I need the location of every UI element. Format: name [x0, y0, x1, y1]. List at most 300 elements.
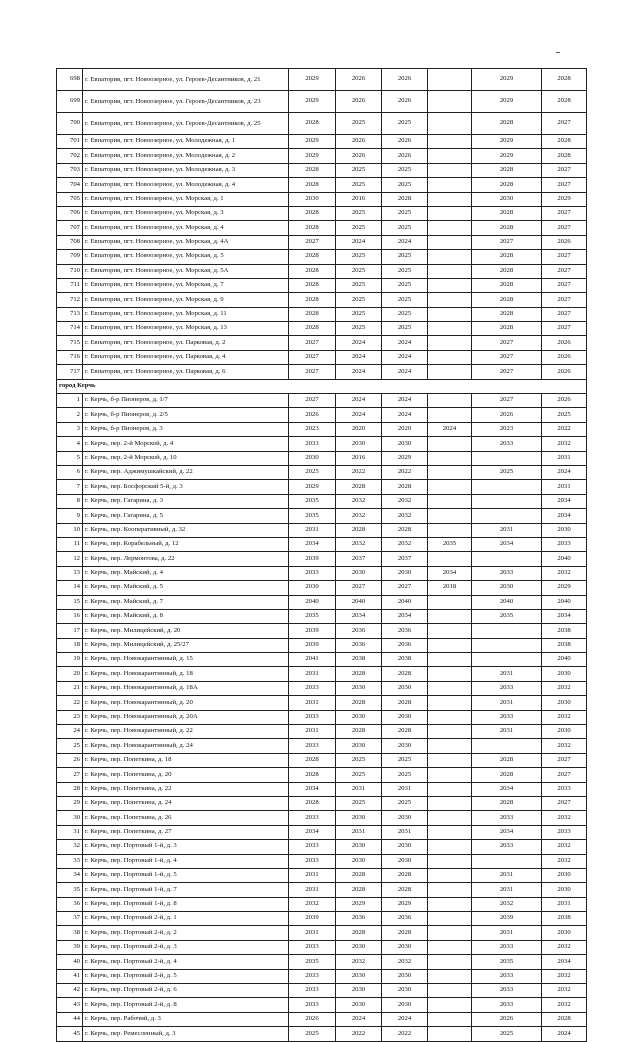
year-col-1: 2033 — [289, 811, 336, 825]
year-col-1: 2030 — [289, 581, 336, 595]
address-cell: г. Керчь, пер. Портовый 2-й, д. 1 — [83, 912, 289, 926]
row-number: 30 — [57, 811, 83, 825]
row-number: 43 — [57, 998, 83, 1012]
year-col-6: 2027 — [542, 753, 587, 767]
year-col-1: 2027 — [289, 394, 336, 408]
year-col-4 — [428, 350, 472, 364]
year-col-5: 2031 — [472, 883, 542, 897]
year-col-5 — [472, 638, 542, 652]
year-col-6: 2032 — [542, 840, 587, 854]
year-col-3: 2024 — [382, 1012, 428, 1026]
year-col-1: 2028 — [289, 178, 336, 192]
address-cell: г. Керчь, пер. Попеткина, д. 27 — [83, 825, 289, 839]
address-cell: г. Евпатория, пгт. Новоозерное, ул. Героев-Десантников, д. 23 — [83, 91, 289, 113]
year-col-3: 2024 — [382, 365, 428, 379]
year-col-2: 2024 — [336, 394, 382, 408]
year-col-3: 2030 — [382, 969, 428, 983]
table-row — [57, 1012, 587, 1026]
table-row — [57, 113, 587, 135]
year-col-6: 2030 — [542, 868, 587, 882]
year-col-3: 2030 — [382, 998, 428, 1012]
year-col-6: 2024 — [542, 465, 587, 479]
year-col-6: 2032 — [542, 984, 587, 998]
row-number: 44 — [57, 1012, 83, 1026]
table-row — [57, 1027, 587, 1041]
year-col-4 — [428, 768, 472, 782]
year-col-3: 2028 — [382, 696, 428, 710]
row-number: 13 — [57, 566, 83, 580]
year-col-2: 2030 — [336, 437, 382, 451]
year-col-6: 2027 — [542, 768, 587, 782]
year-col-4 — [428, 149, 472, 163]
address-cell: г. Керчь, пер. Новокарантинный, д. 18 — [83, 667, 289, 681]
table-row — [57, 796, 587, 810]
year-col-3: 2024 — [382, 350, 428, 364]
year-col-6: 2027 — [542, 293, 587, 307]
year-col-5: 2028 — [472, 250, 542, 264]
row-number: 33 — [57, 854, 83, 868]
row-number: 36 — [57, 897, 83, 911]
year-col-3: 2025 — [382, 163, 428, 177]
year-col-6: 2026 — [542, 336, 587, 350]
table-row — [57, 998, 587, 1012]
year-col-1: 2030 — [289, 192, 336, 206]
year-col-2: 2025 — [336, 322, 382, 336]
year-col-5 — [472, 509, 542, 523]
year-col-4 — [428, 307, 472, 321]
table-row — [57, 681, 587, 695]
year-col-4 — [428, 465, 472, 479]
year-col-3: 2025 — [382, 206, 428, 220]
year-col-6: 2038 — [542, 638, 587, 652]
year-col-4 — [428, 912, 472, 926]
address-cell: г. Евпатория, пгт. Новоозерное, ул. Морская, д. 4А — [83, 235, 289, 249]
year-col-4 — [428, 811, 472, 825]
table-row — [57, 206, 587, 220]
row-number: 10 — [57, 523, 83, 537]
year-col-4 — [428, 1012, 472, 1026]
row-number: 11 — [57, 537, 83, 551]
table-row — [57, 696, 587, 710]
address-cell: г. Керчь, пер. Аджимушкайский, д. 22 — [83, 465, 289, 479]
year-col-2: 2025 — [336, 178, 382, 192]
year-col-5: 2026 — [472, 408, 542, 422]
year-col-1: 2029 — [289, 69, 336, 91]
year-col-6: 2032 — [542, 940, 587, 954]
address-cell: г. Евпатория, пгт. Новоозерное, ул. Морская, д. 7 — [83, 278, 289, 292]
year-col-2: 2022 — [336, 1027, 382, 1041]
year-col-6: 2034 — [542, 955, 587, 969]
year-col-4 — [428, 897, 472, 911]
row-number: 31 — [57, 825, 83, 839]
year-col-6: 2040 — [542, 653, 587, 667]
year-col-6: 2029 — [542, 581, 587, 595]
year-col-1: 2033 — [289, 969, 336, 983]
address-cell: г. Евпатория, пгт. Новоозерное, ул. Морская, д. 3 — [83, 206, 289, 220]
year-col-5: 2033 — [472, 969, 542, 983]
year-col-4 — [428, 667, 472, 681]
year-col-3: 2040 — [382, 595, 428, 609]
year-col-2: 2025 — [336, 264, 382, 278]
year-col-2: 2029 — [336, 897, 382, 911]
year-col-2: 2031 — [336, 782, 382, 796]
year-col-5: 2033 — [472, 710, 542, 724]
year-col-5: 2029 — [472, 91, 542, 113]
year-col-4 — [428, 206, 472, 220]
address-cell: г. Керчь, пер. Портовый 1-й, д. 4 — [83, 854, 289, 868]
row-number: 710 — [57, 264, 83, 278]
year-col-1: 2027 — [289, 350, 336, 364]
address-cell: г. Керчь, пер. Новокарантинный, д. 20А — [83, 710, 289, 724]
year-col-2: 2034 — [336, 609, 382, 623]
year-col-2: 2024 — [336, 350, 382, 364]
year-col-1: 2033 — [289, 854, 336, 868]
year-col-2: 2036 — [336, 638, 382, 652]
year-col-6: 2027 — [542, 178, 587, 192]
year-col-3: 2036 — [382, 638, 428, 652]
year-col-4 — [428, 278, 472, 292]
year-col-5: 2028 — [472, 307, 542, 321]
table-row — [57, 638, 587, 652]
year-col-2: 2025 — [336, 163, 382, 177]
year-col-3: 2026 — [382, 69, 428, 91]
address-cell: г. Керчь, пер. Портовый 2-й, д. 3 — [83, 940, 289, 954]
year-col-6: 2027 — [542, 221, 587, 235]
year-col-3: 2030 — [382, 940, 428, 954]
year-col-2: 2030 — [336, 566, 382, 580]
year-col-5: 2028 — [472, 753, 542, 767]
scan-mark — [556, 52, 560, 53]
year-col-2: 2030 — [336, 681, 382, 695]
table-row — [57, 912, 587, 926]
year-col-1: 2031 — [289, 883, 336, 897]
row-number: 45 — [57, 1027, 83, 1041]
year-col-3: 2030 — [382, 710, 428, 724]
table-row — [57, 149, 587, 163]
year-col-4 — [428, 955, 472, 969]
year-col-2: 2030 — [336, 739, 382, 753]
year-col-4 — [428, 595, 472, 609]
year-col-3: 2030 — [382, 739, 428, 753]
year-col-5: 2028 — [472, 178, 542, 192]
year-col-3: 2025 — [382, 307, 428, 321]
year-col-5: 2028 — [472, 322, 542, 336]
year-col-6: 2027 — [542, 113, 587, 135]
row-number: 704 — [57, 178, 83, 192]
year-col-2: 2028 — [336, 725, 382, 739]
year-col-3: 2025 — [382, 293, 428, 307]
year-col-4 — [428, 883, 472, 897]
year-col-4 — [428, 638, 472, 652]
year-col-3: 2026 — [382, 135, 428, 149]
year-col-3: 2020 — [382, 422, 428, 436]
year-col-5: 2027 — [472, 336, 542, 350]
year-col-4 — [428, 998, 472, 1012]
table-row — [57, 451, 587, 465]
row-number: 705 — [57, 192, 83, 206]
year-col-5: 2027 — [472, 235, 542, 249]
address-cell: г. Керчь, пер. Новокарантинный, д. 24 — [83, 739, 289, 753]
address-cell: г. Керчь, б-р Пионеров, д. 1/7 — [83, 394, 289, 408]
year-col-4 — [428, 437, 472, 451]
row-number: 28 — [57, 782, 83, 796]
year-col-5: 2029 — [472, 135, 542, 149]
year-col-4 — [428, 523, 472, 537]
address-cell: г. Керчь, пер. Милицейский, д. 20 — [83, 624, 289, 638]
year-col-1: 2028 — [289, 293, 336, 307]
year-col-2: 2038 — [336, 653, 382, 667]
address-cell: г. Евпатория, пгт. Новоозерное, ул. Морская, д. 1 — [83, 192, 289, 206]
year-col-2: 2024 — [336, 408, 382, 422]
row-number: 18 — [57, 638, 83, 652]
year-col-4 — [428, 609, 472, 623]
year-col-1: 2027 — [289, 336, 336, 350]
row-number: 716 — [57, 350, 83, 364]
address-cell: г. Керчь, пер. Ремесленный, д. 3 — [83, 1027, 289, 1041]
year-col-1: 2028 — [289, 250, 336, 264]
table-row — [57, 840, 587, 854]
table-row — [57, 365, 587, 379]
address-cell: г. Евпатория, пгт. Новоозерное, ул. Героев-Десантников, д. 25 — [83, 113, 289, 135]
year-col-1: 2031 — [289, 667, 336, 681]
year-col-5: 2023 — [472, 422, 542, 436]
year-col-5: 2028 — [472, 206, 542, 220]
address-cell: г. Керчь, пер. Новокарантинный, д. 20 — [83, 696, 289, 710]
table-row — [57, 984, 587, 998]
year-col-6: 2030 — [542, 725, 587, 739]
year-col-3: 2025 — [382, 796, 428, 810]
table-row — [57, 350, 587, 364]
year-col-3: 2030 — [382, 840, 428, 854]
year-col-5: 2027 — [472, 365, 542, 379]
year-col-4 — [428, 250, 472, 264]
year-col-6: 2028 — [542, 135, 587, 149]
row-number: 20 — [57, 667, 83, 681]
year-col-2: 2036 — [336, 624, 382, 638]
table-row — [57, 135, 587, 149]
year-col-3: 2022 — [382, 465, 428, 479]
address-cell: г. Керчь, пер. Новокарантинный, д. 15 — [83, 653, 289, 667]
year-col-3: 2036 — [382, 624, 428, 638]
year-col-4 — [428, 135, 472, 149]
table-row — [57, 221, 587, 235]
year-col-3: 2025 — [382, 264, 428, 278]
year-col-3: 2029 — [382, 897, 428, 911]
year-col-5: 2031 — [472, 725, 542, 739]
address-cell: г. Керчь, пер. Кооперативный, д. 32 — [83, 523, 289, 537]
year-col-2: 2026 — [336, 91, 382, 113]
year-col-2: 2024 — [336, 235, 382, 249]
year-col-2: 2020 — [336, 422, 382, 436]
year-col-1: 2039 — [289, 638, 336, 652]
year-col-3: 2028 — [382, 523, 428, 537]
address-cell: г. Керчь, пер. Гагарина, д. 5 — [83, 509, 289, 523]
year-col-6: 2032 — [542, 854, 587, 868]
year-col-6: 2032 — [542, 437, 587, 451]
year-col-2: 2028 — [336, 696, 382, 710]
year-col-2: 2030 — [336, 840, 382, 854]
year-col-3: 2028 — [382, 480, 428, 494]
year-col-3: 2032 — [382, 537, 428, 551]
year-col-1: 2034 — [289, 537, 336, 551]
year-col-2: 2032 — [336, 509, 382, 523]
year-col-5: 2028 — [472, 163, 542, 177]
year-col-5: 2033 — [472, 840, 542, 854]
address-cell: г. Керчь, пер. Попеткина, д. 22 — [83, 782, 289, 796]
address-cell: г. Евпатория, пгт. Новоозерное, ул. Молодежная, д. 3 — [83, 163, 289, 177]
year-col-4 — [428, 509, 472, 523]
year-col-5: 2030 — [472, 581, 542, 595]
table-row — [57, 595, 587, 609]
table-row — [57, 509, 587, 523]
table-row — [57, 552, 587, 566]
year-col-1: 2034 — [289, 782, 336, 796]
year-col-5: 2031 — [472, 868, 542, 882]
year-col-3: 2022 — [382, 1027, 428, 1041]
year-col-4 — [428, 624, 472, 638]
year-col-1: 2033 — [289, 998, 336, 1012]
year-col-3: 2037 — [382, 552, 428, 566]
table-row — [57, 940, 587, 954]
row-number: 7 — [57, 480, 83, 494]
address-cell: г. Керчь, пер. Корабельный, д. 12 — [83, 537, 289, 551]
row-number: 15 — [57, 595, 83, 609]
row-number: 42 — [57, 984, 83, 998]
table-row — [57, 854, 587, 868]
year-col-3: 2024 — [382, 336, 428, 350]
address-cell: г. Керчь, пер. Майский, д. 7 — [83, 595, 289, 609]
row-number: 700 — [57, 113, 83, 135]
year-col-1: 2035 — [289, 609, 336, 623]
address-cell: г. Керчь, пер. Портовый 1-й, д. 5 — [83, 868, 289, 882]
year-col-5: 2029 — [472, 69, 542, 91]
row-number: 8 — [57, 494, 83, 508]
address-cell: г. Керчь, пер. Портовый 2-й, д. 2 — [83, 926, 289, 940]
year-col-4 — [428, 552, 472, 566]
year-col-5: 2031 — [472, 926, 542, 940]
year-col-4 — [428, 322, 472, 336]
year-col-2: 2025 — [336, 753, 382, 767]
year-col-2: 2025 — [336, 293, 382, 307]
year-col-4 — [428, 782, 472, 796]
year-col-3: 2025 — [382, 113, 428, 135]
address-cell: г. Евпатория, пгт. Новоозерное, ул. Морская, д. 11 — [83, 307, 289, 321]
year-col-5: 2033 — [472, 566, 542, 580]
address-cell: г. Керчь, пер. Новокарантинный, д. 18А — [83, 681, 289, 695]
year-col-1: 2033 — [289, 739, 336, 753]
year-col-2: 2027 — [336, 581, 382, 595]
table-row — [57, 868, 587, 882]
year-col-5: 2031 — [472, 696, 542, 710]
year-col-6: 2031 — [542, 480, 587, 494]
row-number: 34 — [57, 868, 83, 882]
address-cell: г. Керчь, пер. Босфорский 5-й, д. 3 — [83, 480, 289, 494]
year-col-1: 2025 — [289, 1027, 336, 1041]
row-number: 6 — [57, 465, 83, 479]
year-col-6: 2027 — [542, 250, 587, 264]
year-col-4 — [428, 264, 472, 278]
year-col-6: 2025 — [542, 408, 587, 422]
table-row — [57, 235, 587, 249]
table-row — [57, 883, 587, 897]
year-col-6: 2040 — [542, 595, 587, 609]
year-col-2: 2028 — [336, 926, 382, 940]
year-col-3: 2028 — [382, 926, 428, 940]
address-cell: г. Евпатория, пгт. Новоозерное, ул. Морская, д. 5 — [83, 250, 289, 264]
year-col-3: 2030 — [382, 566, 428, 580]
year-col-2: 2030 — [336, 854, 382, 868]
year-col-6: 2028 — [542, 69, 587, 91]
year-col-4 — [428, 926, 472, 940]
year-col-6: 2027 — [542, 264, 587, 278]
address-cell: г. Керчь, пер. 2-й Морской, д. 4 — [83, 437, 289, 451]
year-col-2: 2036 — [336, 912, 382, 926]
year-col-5: 2033 — [472, 681, 542, 695]
row-number: 14 — [57, 581, 83, 595]
row-number: 706 — [57, 206, 83, 220]
table-row — [57, 480, 587, 494]
year-col-3: 2030 — [382, 811, 428, 825]
year-col-1: 2026 — [289, 1012, 336, 1026]
row-number: 39 — [57, 940, 83, 954]
table-row — [57, 264, 587, 278]
year-col-5: 2030 — [472, 192, 542, 206]
address-cell: г. Керчь, пер. Портовый 1-й, д. 3 — [83, 840, 289, 854]
row-number: 40 — [57, 955, 83, 969]
row-number: 3 — [57, 422, 83, 436]
address-cell: г. Евпатория, пгт. Новоозерное, ул. Морская, д. 4 — [83, 221, 289, 235]
year-col-6: 2029 — [542, 192, 587, 206]
year-col-4 — [428, 69, 472, 91]
row-number: 21 — [57, 681, 83, 695]
year-col-1: 2028 — [289, 307, 336, 321]
year-col-1: 2039 — [289, 552, 336, 566]
year-col-6: 2038 — [542, 624, 587, 638]
year-col-2: 2030 — [336, 710, 382, 724]
year-col-2: 2016 — [336, 192, 382, 206]
table-row — [57, 811, 587, 825]
year-col-4 — [428, 163, 472, 177]
year-col-6: 2030 — [542, 926, 587, 940]
year-col-1: 2028 — [289, 206, 336, 220]
year-col-5 — [472, 624, 542, 638]
year-col-5: 2025 — [472, 1027, 542, 1041]
year-col-4 — [428, 753, 472, 767]
row-number: 2 — [57, 408, 83, 422]
year-col-2: 2025 — [336, 768, 382, 782]
table-row — [57, 955, 587, 969]
year-col-6: 2026 — [542, 394, 587, 408]
year-col-3: 2032 — [382, 494, 428, 508]
year-col-3: 2029 — [382, 451, 428, 465]
table-row — [57, 91, 587, 113]
year-col-1: 2035 — [289, 494, 336, 508]
year-col-3: 2030 — [382, 854, 428, 868]
year-col-4: 2034 — [428, 566, 472, 580]
year-col-3: 2025 — [382, 322, 428, 336]
row-number: 708 — [57, 235, 83, 249]
year-col-4: 2018 — [428, 581, 472, 595]
address-cell: г. Керчь, пер. Портовый 2-й, д. 4 — [83, 955, 289, 969]
address-cell: г. Керчь, пер. Попеткина, д. 18 — [83, 753, 289, 767]
year-col-4 — [428, 451, 472, 465]
row-number: 41 — [57, 969, 83, 983]
address-cell: г. Евпатория, пгт. Новоозерное, ул. Героев-Десантников, д. 21 — [83, 69, 289, 91]
year-col-2: 2028 — [336, 667, 382, 681]
year-col-4 — [428, 854, 472, 868]
year-col-4 — [428, 494, 472, 508]
year-col-2: 2024 — [336, 1012, 382, 1026]
